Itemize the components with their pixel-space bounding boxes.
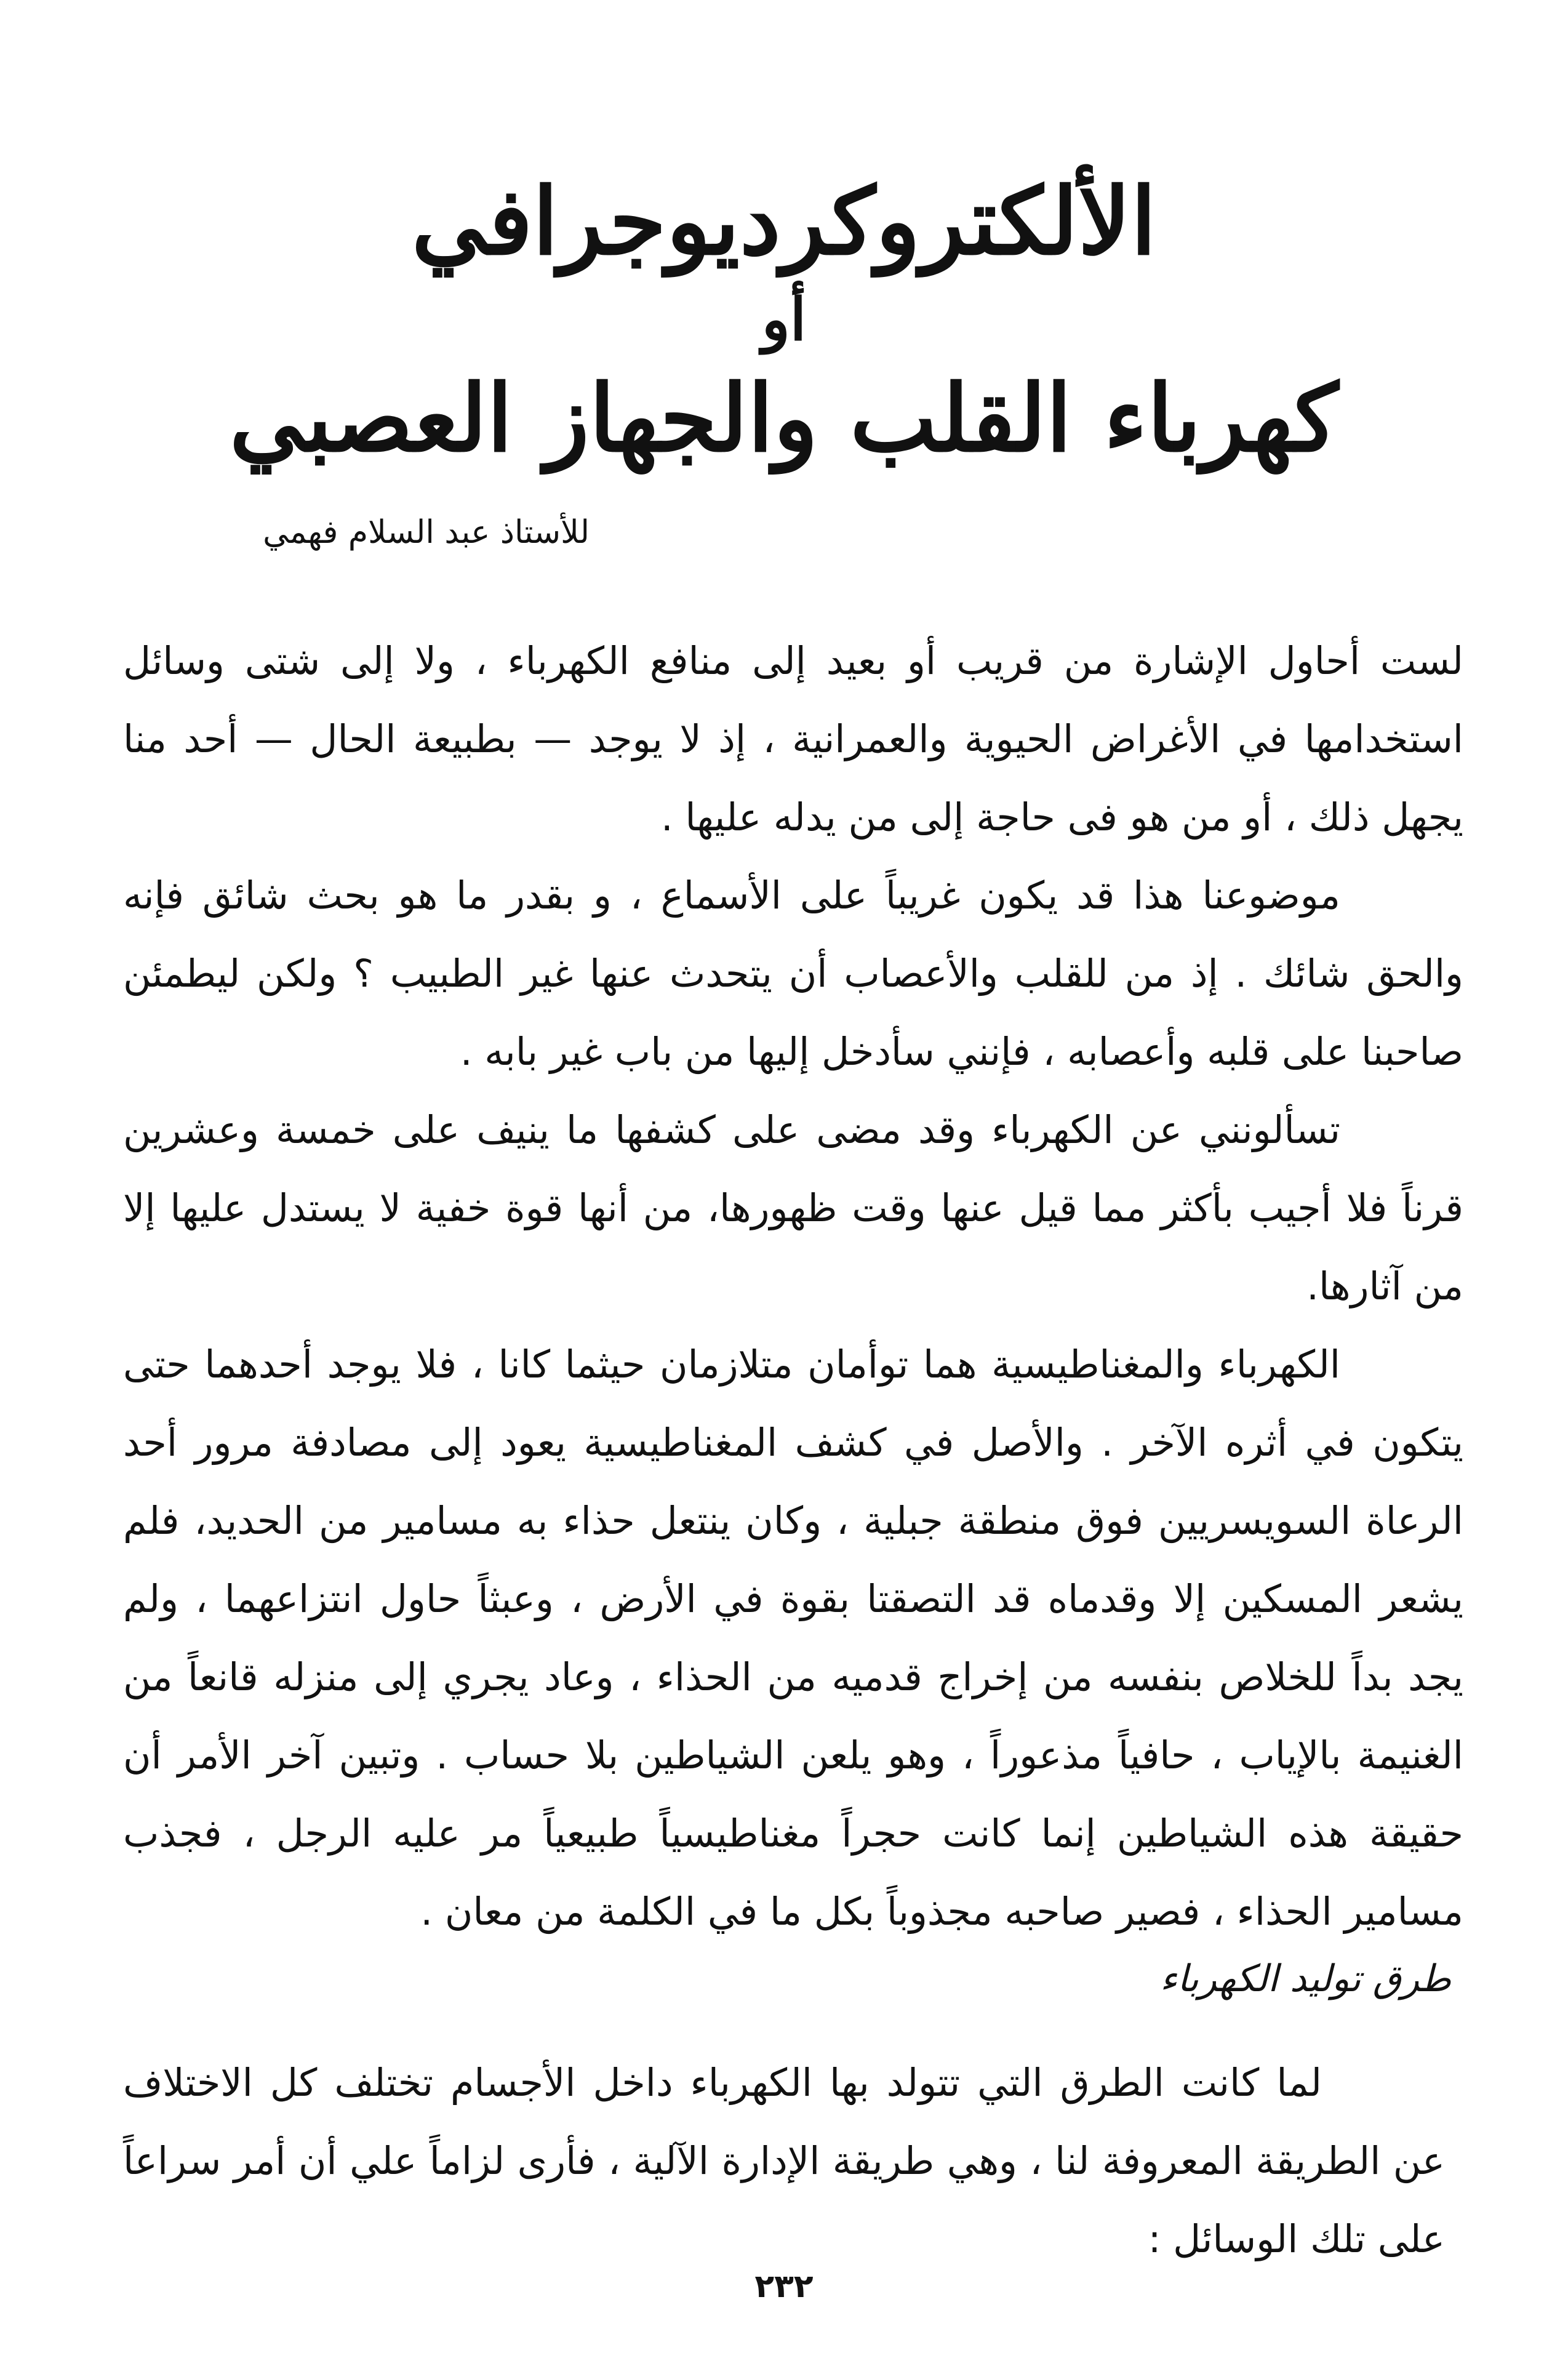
paragraph: تسألونني عن الكهرباء وقد مضى على كشفها ما ينيف على خمسة وعشرين قرناً فلا أجيب بأكثر مما قيل عنها وقت ظهورها، من أنها قوة خفية لا يستدل عليها إلا من آثارها. xyxy=(123,1107,1463,1309)
author-byline: للأستاذ عبد السلام فهمي xyxy=(263,514,590,551)
article-title xyxy=(0,160,1568,480)
page-number: ٢٣٢ xyxy=(754,2268,814,2305)
section-body xyxy=(123,2043,1445,2278)
paragraph: موضوعنا هذا قد يكون غريباً على الأسماع ، و بقدر ما هو بحث شائق فإنه والحق شائك . إذ من للقلب والأعصاب أن يتحدث عنها غير الطبيب ؟ ولكن ليطمئن صاحبنا على قلبه وأعصابه ، فإنني سأدخل إليها من باب غير بابه . xyxy=(123,873,1463,1074)
section-heading: طرق توليد الكهرباء xyxy=(1159,1957,1451,2000)
title-conjunction: أو xyxy=(761,286,807,354)
paragraph: الكهرباء والمغناطيسية هما توأمان متلازمان حيثما كانا ، فلا يوجد أحدهما حتى يتكون في أثره الآخر . والأصل في كشف المغناطيسية يعود إلى مصادفة مرور أحد الرعاة السويسريين فوق منطقة جبلية ، وكان ينتعل حذاء به مسامير من الحديد، فلم يشعر المسكين إلا وقدماه قد التصقتا بقوة في الأرض ، وعبثاً حاول انتزاعهما ، ولم يجد بداً للخلاص بنفسه من إخراج قدميه من الحذاء ، وعاد يجري إلى منزله قانعاً من الغنيمة بالإياب ، حافياً مذعوراً ، وهو يلعن الشياطين بلا حساب . وتبين آخر الأمر أن حقيقة هذه الشياطين إنما كانت حجراً مغناطيسياً طبيعياً مر عليه الرجل ، فجذب مسامير الحذاء ، فصير صاحبه مجذوباً بكل ما في الكلمة من معان . xyxy=(123,1342,1463,1934)
paragraph: لست أحاول الإشارة من قريب أو بعيد إلى منافع الكهرباء ، ولا إلى شتى وسائل استخدامها في الأغراض الحيوية والعمرانية ، إذ لا يوجد — بطبيعة الحال — أحد منا يجهل ذلك ، أو من هو فى حاجة إلى من يدله عليها . xyxy=(123,638,1463,840)
paragraph: لما كانت الطرق التي تتولد بها الكهرباء داخل الأجسام تختلف كل الاختلاف عن الطريقة المعروفة لنا ، وهي طريقة الإدارة الآلية ، فأرى لزاماً علي أن أمر سراعاً على تلك الوسائل : xyxy=(123,2060,1445,2261)
title-subtitle: كهرباء القلب والجهاز العصبي xyxy=(229,364,1339,473)
title-main: الألكتروكرديوجرافي xyxy=(411,167,1157,276)
article-body xyxy=(123,622,1463,1951)
